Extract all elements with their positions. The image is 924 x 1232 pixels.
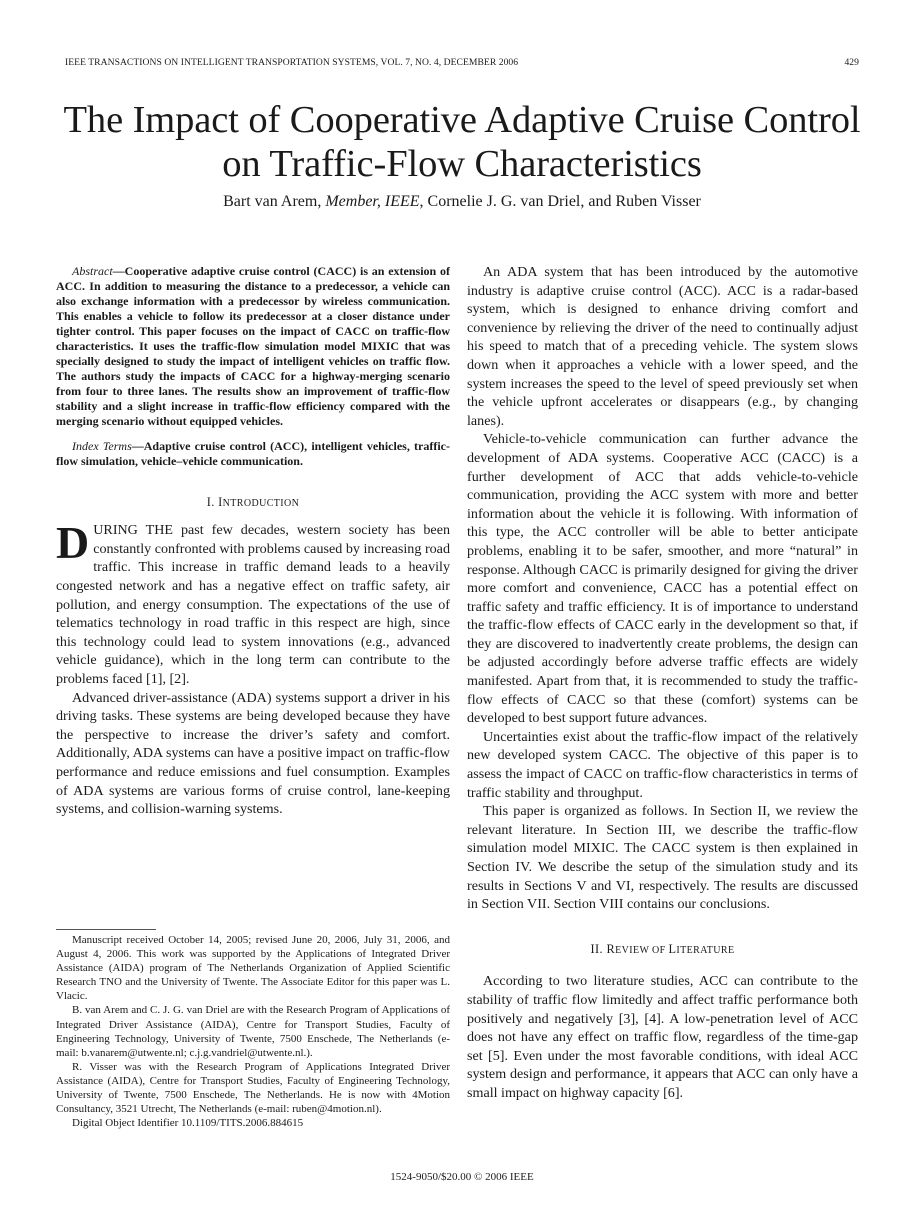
- intro-paragraph-4: Vehicle-to-vehicle communication can further advance the development of ADA systems. Cooperative ACC (CACC) is a further development of ACC that adds vehicle-to-vehicle communication, providing the ACC system with more and better information about the vehicle it is following. With information of this type, the ACC controller will be able to better anticipate problems, enabling it to be safer, smoother, and more “natural” in response. Although CACC is primarily designed for giving the driver more comfort and convenience, CACC has a potential effect on traffic safety and traffic efficiency. It is of importance to understand the traffic-flow effects of CACC early in the development so that, if they are discovered to inadvertently create problems, the design can be adjusted accordingly before adverse traffic effects are widely manifested. Apart from that, it is recommended to study the traffic-flow effects of CACC so that these (comfort) systems can be developed to best support future advances.: [467, 431, 858, 727]
- section-heading-introduction: I. INTRODUCTION: [206, 494, 300, 509]
- running-header: IEEE TRANSACTIONS ON INTELLIGENT TRANSPORTATION SYSTEMS, VOL. 7, NO. 4, DECEMBER 2006: [65, 57, 519, 68]
- title-line-1: The Impact of Cooperative Adaptive Cruise Control: [63, 99, 861, 141]
- right-column: [467, 263, 858, 1103]
- footnote-affiliation-1: B. van Arem and C. J. G. van Driel are with the Research Program of Applications of Integrated Driver Assistance (AIDA), Centre for Transport Studies, Faculty of Engineering Technology, University of Twente, 7500 Enschede, The Netherlands (e-mail: b.vanarem@utwente.nl; c.j.g.vandriel@utwente.nl.).: [56, 1004, 450, 1059]
- intro-paragraph-3: An ADA system that has been introduced by the automotive industry is adaptive cruise control (ACC). ACC is a radar-based system, which is designed to enhance driving comfort and convenience by relieving the driver of the need to continually adjust his speed to match that of a preceding vehicle. The system slows down when it approaches a vehicle with a lower speed, and the system increases the speed to the level of speed previously set when the vehicle upfront accelerates or disappears (e.g., by changing lanes).: [467, 264, 858, 429]
- abstract-text: —Cooperative adaptive cruise control (CACC) is an extension of ACC. In addition to measuring the distance to a predecessor, a vehicle can also exchange information with a predecessor by wireless communication. This enables a vehicle to follow its predecessor at a closer distance under tighter control. This paper focuses on the impact of CACC on traffic-flow characteristics. It uses the traffic-flow simulation model MIXIC that was specially designed to study the impact of intelligent vehicles on traffic flow. The authors study the impacts of CACC for a highway-merging scenario from four to three lanes. The results show an improvement of traffic-flow stability and a slight increase in traffic-flow efficiency compared with the merging scenario without equipped vehicles.: [56, 264, 450, 429]
- section-heading-literature: II. REVIEW OF LITERATURE: [590, 941, 735, 956]
- index-terms-label: Index Terms: [72, 438, 132, 453]
- intro-paragraph-2: Advanced driver-assistance (ADA) systems support a driver in his driving tasks. These systems are being developed because they have the perspective to increase the driver’s safety and comfort. Additionally, ADA systems can have a positive impact on traffic-flow performance and reduce emissions and fuel consumption. Examples of ADA systems are various forms of cruise control, lane-keeping systems, and collision-warning systems.: [56, 689, 450, 818]
- drop-cap: D: [56, 517, 90, 569]
- copyright-line: 1524-9050/$20.00 © 2006 IEEE: [390, 1171, 534, 1183]
- footnote-rule: [56, 929, 156, 930]
- intro-paragraph-1: DURING THE past few decades, western society has been constantly confronted with problems caused by increasing road traffic. This increase in traffic demand leads to a heavily congested network and has a negative effect on traffic safety, air pollution, and energy consumption. The expectations of the use of telematics technology in road traffic in this respect are high, since this technology could lead to system innovations (e.g., advanced vehicle guidance), which in the long term can contribute to the problems faced [1], [2].: [56, 517, 450, 687]
- index-terms-text: —Adaptive cruise control (ACC), intelligent vehicles, traffic-flow simulation, vehicle–vehicle communication.: [56, 438, 451, 468]
- footnote-doi: Digital Object Identifier 10.1109/TITS.2006.884615: [72, 1117, 304, 1130]
- authors-rest: , Cornelie J. G. van Driel, and Ruben Visser: [419, 193, 701, 210]
- page-number: 429: [844, 57, 859, 68]
- footnote-manuscript: Manuscript received October 14, 2005; revised June 20, 2006, July 31, 2006, and August 4, 2006. This work was supported by the Applications of Integrated Driver Assistance (AIDA) program of The Netherlands Organization of Applied Scientific Research TNO and the University of Twente. The Associate Editor for this paper was L. Vlacic.: [56, 934, 450, 1003]
- author-list: [40, 193, 884, 211]
- index-terms: [56, 439, 450, 469]
- author-1: Bart van Arem,: [223, 193, 326, 210]
- abstract: [56, 264, 450, 430]
- left-column: [56, 264, 450, 819]
- abstract-label: Abstract: [72, 264, 113, 278]
- intro-paragraph-6: This paper is organized as follows. In Section II, we review the relevant literature. In Section III, we describe the traffic-flow simulation model MIXIC. The CACC system is then explained in Section IV. We describe the setup of the simulation study and its results in Sections V and VI, respectively. The results are discussed in Section VII. Section VIII contains our conclusions.: [467, 803, 858, 913]
- author-1-role: Member, IEEE: [325, 193, 420, 210]
- footnotes: [56, 933, 450, 1130]
- title-line-2: on Traffic-Flow Characteristics: [222, 143, 702, 185]
- paper-title: [40, 98, 884, 186]
- intro-paragraph-5: Uncertainties exist about the traffic-flow impact of the relatively new developed system CACC. The objective of this paper is to assess the impact of CACC on traffic-flow characteristics in terms of traffic stability and throughput.: [467, 728, 858, 801]
- footnote-affiliation-2: R. Visser was with the Research Program of Applications Integrated Driver Assistance (AIDA), Centre for Transport Studies, Faculty of Engineering Technology, University of Twente, 7500 Enschede, The Netherlands. He is now with 4Motion Consultancy, 3521 Utrecht, The Netherlands (e-mail: ruben@4motion.nl).: [56, 1060, 450, 1116]
- literature-paragraph-1: According to two literature studies, ACC can contribute to the stability of traffic flow limitedly and affect traffic performance both positively and negatively [3], [4]. A low-penetration level of ACC does not have any effect on traffic flow, regardless of the time-gap set [5]. Even under the most favorable conditions, with ideal ACC system design and performance, it appears that ACC can only have a small impact on highway capacity [6].: [467, 973, 858, 1101]
